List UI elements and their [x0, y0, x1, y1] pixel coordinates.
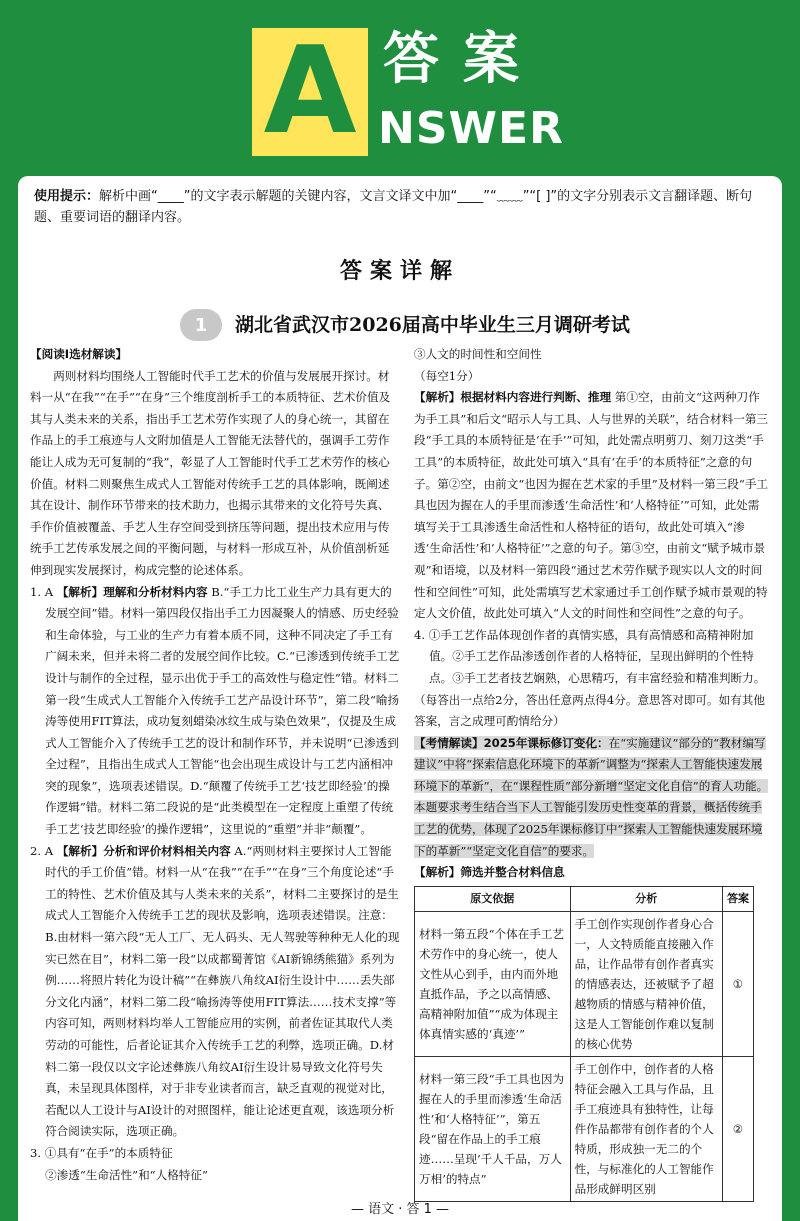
question-4: 4. ①手工艺作品体现创作者的真情实感，具有高情感和高精神附加值。②手工艺作品渗透创作者的人格特征，呈现出鲜明的个性特点。③手工艺者技艺娴熟，心思精巧，有丰富经验和精准判断力。 [414, 627, 766, 685]
q3-analysis [414, 387, 770, 625]
exam-number-badge: 1 [180, 309, 222, 341]
q2-tag: 【解析】分析和评价材料相关内容 [56, 843, 231, 858]
table-header-analysis: 分析 [570, 886, 722, 911]
q3-line-1: 3. ①具有“在手”的本质特征 [30, 1145, 173, 1160]
q3-score: （每空1分） [414, 368, 480, 383]
q3-tag: 【解析】根据材料内容进行判断、推理 [414, 390, 612, 405]
q1-text: B.“手工力比工业生产力具有更大的发展空间”错。材料一第四段仅指出手工力因凝聚人的情感、历史经验和生命体验，与工业的生产力有着本质不同，这种不同决定了手工有广阔未来，但并未将二者的发展空间作比较。C.“已渗透到传统手工艺设计与制作的全过程，显示出优于手工的高效性与稳定性”错。材料二第一段“生成式人工智能介入传统手工艺产品设计环节”，第二段“喻扬涛等使用FIT算法，成功复刻蜡染冰纹生成与染色效果”，仅提及生成式人工智能介入了传统手工艺的设计和制作环节，并未说明“已渗透到全过程”，且指出生成式人工智能“也会出现生成设计与工艺内涵相冲突的现象”，选项表述错误。D.“颠覆了传统手工艺‘技艺即经验’的操作逻辑”错。材料二第二段说的是“此类模型在一定程度上重塑了传统手工艺‘技艺即经验’的操作逻辑”，这里说的“重塑”并非“颠覆”。 [45, 584, 400, 837]
exam-interpretation-tag: 【考情解读】2025年课标修订变化： [414, 735, 609, 750]
table-tag: 【解析】筛选并整合材料信息 [414, 865, 565, 880]
table-cell-source: 材料一第五段“个体在手工艺术劳作中的身心统一，使人文性从心到手，由内而外地直抵作品，予之以高情感、高精神附加值”“成为体现主体真情实感的‘真迹’” [415, 911, 571, 1056]
q3-line-3: ③人文的时间性和空间性 [414, 347, 542, 361]
answer-sheet [18, 176, 782, 1221]
table-header-answer: 答案 [723, 886, 754, 911]
answer-title-cn: 答案 [383, 27, 543, 92]
table-row [415, 1056, 754, 1201]
table-cell-answer: ② [723, 1056, 754, 1201]
page-footer: — 语文 · 答 1 — [350, 1202, 450, 1217]
q2-answer: 2. A [30, 843, 54, 858]
q1-answer: 1. A [30, 584, 54, 599]
exam-title: 湖北省武汉市2026届高中毕业生三月调研考试 [235, 314, 630, 336]
exam-interpretation-2 [414, 797, 770, 862]
table-cell-analysis: 手工创作实现创作者身心合一，人文特质能直接融入作品，让作品带有创作者真实的情感表达，还被赋予了超越物质的情感与精神价值，这是人工智能创作难以复制的核心优势 [570, 911, 722, 1056]
right-column [414, 344, 770, 1202]
q4-score: （每答出一点给2分，答出任意两点得4分。意思答对即可。如有其他答案，言之成理可酌情给分） [414, 692, 765, 729]
table-cell-answer: ① [723, 911, 754, 1056]
table-row [415, 911, 754, 1056]
usage-tip-text: 解析中画“____”的文字表示解题的关键内容，文言文译文中加“____”“﹏﹏”“[ ]”的文字分别表示文言翻译题、断句题、重要词语的翻译内容。 [34, 189, 753, 225]
table-cell-analysis: 手工创作中，创作者的人格特征会融入工具与作品，且手工痕迹具有独特性，让每件作品都带有创作者的个人特质，形成独一无二的个性，与标准化的人工智能作品形成鲜明区别 [570, 1056, 722, 1201]
q2-text: A.“两则材料主要探讨人工智能时代的手工价值”错。材料一从“在我”“在手”“在身”三个角度论述“手工的特性、艺术价值及其与人类未来的关系”，材料二主要探讨的是生成式人工智能介入传统手工艺的现状及影响，选项表述错误。注意：B.由材料一第六段“无人工厂、无人码头、无人驾驶等种种无人化的现实已然在目”，材料二第一段“以成都蜀菁馆《AI新锦绣熊猫》系列为例……将照片转化为设计稿”“在彝族八角纹AI衍生设计中……丢失部分文化内涵”，材料二第二段“喻扬涛等使用FIT算法……技术支撑”等内容可知，两则材料均举人工智能应用的实例，前者佐证其取代人类劳动的可能性，后者论证其介入传统手工艺的利弊，选项正确。D.材料二第一段仅以文字论述彝族八角纹AI衍生设计易导致文化符号失真，未呈现具体图样，对于非专业读者而言，缺乏直观的视觉对比，若配以人工设计与AI设计的对照图样，能让论述更直观，该选项分析符合阅读实际，选项正确。 [45, 843, 400, 1139]
exam-interpretation [414, 733, 770, 798]
left-column [30, 344, 400, 1186]
table-header-row [415, 886, 754, 911]
section-title: 答案详解 [339, 259, 460, 284]
question-1 [30, 582, 400, 841]
analysis-table [414, 886, 754, 1202]
question-2 [30, 841, 400, 1143]
q1-tag: 【解析】理解和分析材料内容 [56, 584, 208, 599]
answer-title-en: NSWER [378, 103, 564, 154]
exam-interpretation-text-1: 在“实施建议”部分的“教材编写建议”中将“探索信息化环境下的革新”调整为“探索人工智能快速发展环境下的革新”，在“课程性质”部分新增“坚定文化自信”的育人功能。 [414, 735, 769, 793]
q3-text: 第①空，由前文“这两种刀作为手工具”和后文“昭示人与工具、人与世界的关联”，结合材料一第三段“手工具的本质特征是‘在手’”可知，此处需点明剪刀、刻刀这类“手工具”的本质特征，故此处可填入“具有‘在手’的本质特征”之意的句子。第②空，由前文“也因为握在艺术家的手里”及材料一第三段“手工具也因为握在人的手里而渗透‘生命活性’和‘人格特征’”可知，此处需填写关于工具渗透生命活性和人格特征的语句，故此处可填入“渗透‘生命活性’和‘人格特征’”之意的句子。第③空，由前文“赋予城市景观”和语境，以及材料一第四段“通过艺术劳作赋予现实以人文的时间性和空间性”可知，此处需填写艺术家通过手工创作赋予城市景观的特定人文价值，故此处可填入“人文的时间性和空间性”之意的句子。 [414, 390, 769, 621]
usage-tip-label: 使用提示： [34, 189, 100, 204]
usage-tip [34, 186, 764, 228]
answer-logo-letter: A [252, 28, 368, 156]
reading-text: 两则材料均围绕人工智能时代手工艺术的价值与发展展开探讨。材料一从“在我”“在手”“在身”三个维度剖析手工的本质特征、艺术价值及其与人类未来的关系，指出手工艺术劳作实现了人的身心统一，其留在作品上的手工痕迹与人文附加值是人工智能无法替代的，强调手工劳作能让人成为无可复制的“我”，彰显了人工智能时代手工艺术劳作的核心价值。材料二则聚焦生成式人工智能对传统手工艺的具体影响，既阐述其在设计、制作环节带来的技术助力，也揭示其带来的文化符号失真、手作价值被覆盖、手艺人生存空间受到挤压等问题，提出技术应用与传统手工艺传承发展之间的平衡问题，与材料一形成互补，从价值剖析延伸到现实发展探讨，构成完整的论述体系。 [30, 368, 391, 577]
reading-tag: 【阅读Ⅰ选材解读】 [30, 347, 128, 361]
q3-line-2: ②渗透“生命活性”和“人格特征” [45, 1167, 208, 1182]
table-cell-source: 材料一第三段“手工具也因为握在人的手里而渗透‘生命活性’和‘人格特征’”，第五段“留在作品上的手工痕迹……呈现‘千人千品，万人万相’的特点” [415, 1056, 571, 1201]
answer-banner [0, 0, 800, 175]
table-header-source: 原文依据 [415, 886, 571, 911]
exam-interpretation-text-2: 本题要求考生结合当下人工智能引发历史性变革的背景，概括传统手工艺的优势，体现了2025年课标修订中“探索人工智能快速发展环境下的革新”“坚定文化自信”的要求。 [414, 800, 763, 858]
